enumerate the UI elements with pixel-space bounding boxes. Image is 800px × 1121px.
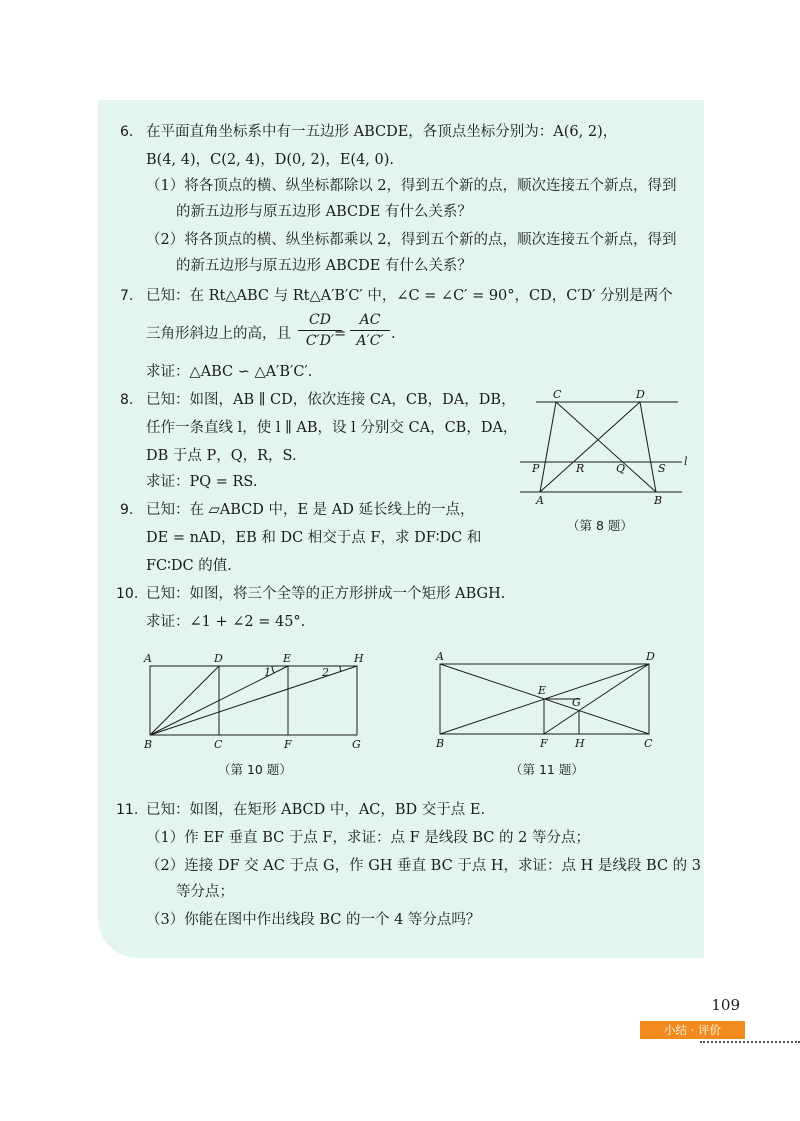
problem-8-line2: 任作一条直线 l，使 l ∥ AB，设 l 分别交 CA，CB，DA， bbox=[146, 420, 518, 436]
label-B: B bbox=[654, 494, 663, 507]
fraction-ac-over-a1c1 bbox=[350, 312, 390, 349]
segment-db bbox=[640, 402, 656, 492]
problem-11-sub3: （3）你能在图中作出线段 BC 的一个 4 等分点吗？ bbox=[146, 912, 481, 928]
label-P: P bbox=[532, 462, 540, 475]
problem-10-number: 10. bbox=[116, 586, 139, 602]
problem-7-line3: 求证：△ABC ∽ △A′B′C′. bbox=[146, 364, 313, 380]
problem-10-line1: 已知：如图，将三个全等的正方形拼成一个矩形 ABGH. bbox=[146, 586, 506, 602]
fraction-bar bbox=[350, 330, 390, 331]
problem-11-number: 11. bbox=[116, 802, 139, 818]
figure-11-caption: （第 11 题） bbox=[510, 762, 584, 777]
figure-11 bbox=[432, 648, 662, 750]
problem-11-sub2-line2: 等分点； bbox=[176, 884, 234, 900]
segment-cb bbox=[556, 402, 656, 492]
fraction-numerator: AC bbox=[359, 312, 381, 328]
problem-11-sub2-line1: （2）连接 DF 交 AC 于点 G，作 GH 垂直 BC 于点 H，求证：点 H 是线段 BC 的 3 bbox=[146, 858, 701, 874]
label-G: G bbox=[572, 696, 581, 709]
segment-bd bbox=[150, 666, 219, 735]
problem-8-number: 8. bbox=[120, 392, 134, 408]
problem-9-line1: 已知：在 ▱ABCD 中，E 是 AD 延长线上的一点， bbox=[146, 502, 475, 518]
label-C: C bbox=[644, 737, 653, 750]
label-D: D bbox=[636, 388, 645, 401]
figure-8 bbox=[516, 386, 686, 506]
fraction-denominator: A′C′ bbox=[356, 333, 384, 349]
label-F: F bbox=[540, 737, 548, 750]
problem-9-number: 9. bbox=[120, 502, 134, 518]
label-H: H bbox=[354, 652, 364, 665]
problem-6-line2: B(4, 4)，C(2, 4)，D(0, 2)，E(4, 0). bbox=[146, 152, 395, 168]
problem-11-sub1: （1）作 EF 垂直 BC 于点 F，求证：点 F 是线段 BC 的 2 等分点； bbox=[146, 830, 590, 846]
problem-6-sub2-line1: （2）将各顶点的横、纵坐标都乘以 2，得到五个新的点，顺次连接五个新点，得到 bbox=[146, 232, 677, 248]
label-E: E bbox=[283, 652, 292, 665]
label-Q: Q bbox=[616, 462, 626, 475]
fraction-denominator: C′D′ bbox=[305, 333, 335, 349]
label-l: l bbox=[684, 455, 688, 468]
problem-6-sub1-line2: 的新五边形与原五边形 ABCDE 有什么关系？ bbox=[176, 204, 472, 220]
equals-sign: = bbox=[334, 326, 347, 342]
figure-8-caption: （第 8 题） bbox=[567, 518, 633, 533]
problem-7-line2: 三角形斜边上的高，且 bbox=[146, 326, 291, 342]
label-B: B bbox=[436, 737, 445, 750]
problem-8-line3: DB 于点 P，Q，R，S. bbox=[146, 448, 297, 464]
angle-1-arc bbox=[272, 666, 274, 673]
figure-10 bbox=[140, 650, 370, 750]
problem-6-line1: 在平面直角坐标系中有一五边形 ABCDE，各顶点坐标分别为：A(6, 2)， bbox=[146, 124, 618, 140]
problem-8-line1: 已知：如图，AB ∥ CD，依次连接 CA，CB，DA，DB， bbox=[146, 392, 516, 408]
problem-9-line3: FC∶DC 的值. bbox=[146, 558, 232, 574]
period: . bbox=[391, 326, 396, 342]
problem-6-sub1-line1: （1）将各顶点的横、纵坐标都除以 2，得到五个新的点，顺次连接五个新点，得到 bbox=[146, 178, 677, 194]
label-G: G bbox=[352, 738, 361, 751]
problem-8-line4: 求证：PQ = RS. bbox=[146, 474, 258, 490]
label-A: A bbox=[536, 494, 544, 507]
label-D: D bbox=[214, 652, 223, 665]
label-angle-2: 2 bbox=[322, 666, 329, 679]
label-S: S bbox=[658, 462, 666, 475]
label-B: B bbox=[144, 738, 153, 751]
label-F: F bbox=[284, 738, 292, 751]
section-badge: 小结 · 评价 bbox=[640, 1021, 745, 1039]
fraction-numerator: CD bbox=[309, 312, 331, 328]
label-A: A bbox=[144, 652, 152, 665]
segment-da bbox=[540, 402, 640, 492]
dotted-rule bbox=[700, 1041, 800, 1043]
segment-ca bbox=[540, 402, 556, 492]
problem-6-number: 6. bbox=[120, 124, 134, 140]
label-E: E bbox=[538, 684, 547, 697]
problem-11-line1: 已知：如图，在矩形 ABCD 中，AC，BD 交于点 E. bbox=[146, 802, 486, 818]
problem-6-sub2-line2: 的新五边形与原五边形 ABCDE 有什么关系？ bbox=[176, 258, 472, 274]
problem-9-line2: DE = nAD，EB 和 DC 相交于点 F，求 DF∶DC 和 bbox=[146, 530, 482, 546]
figure-10-caption: （第 10 题） bbox=[218, 762, 292, 777]
label-D: D bbox=[646, 650, 655, 663]
page-number: 109 bbox=[711, 996, 740, 1014]
label-C: C bbox=[553, 388, 562, 401]
problem-10-line2: 求证：∠1 + ∠2 = 45°. bbox=[146, 614, 306, 630]
label-C: C bbox=[214, 738, 223, 751]
label-R: R bbox=[576, 462, 585, 475]
label-angle-1: 1 bbox=[264, 666, 271, 679]
label-A: A bbox=[436, 650, 444, 663]
problem-7-line1: 已知：在 Rt△ABC 与 Rt△A′B′C′ 中，∠C = ∠C′ = 90°，CD，C′D′ 分别是两个 bbox=[146, 288, 673, 304]
problem-7-number: 7. bbox=[120, 288, 134, 304]
label-H: H bbox=[575, 737, 585, 750]
